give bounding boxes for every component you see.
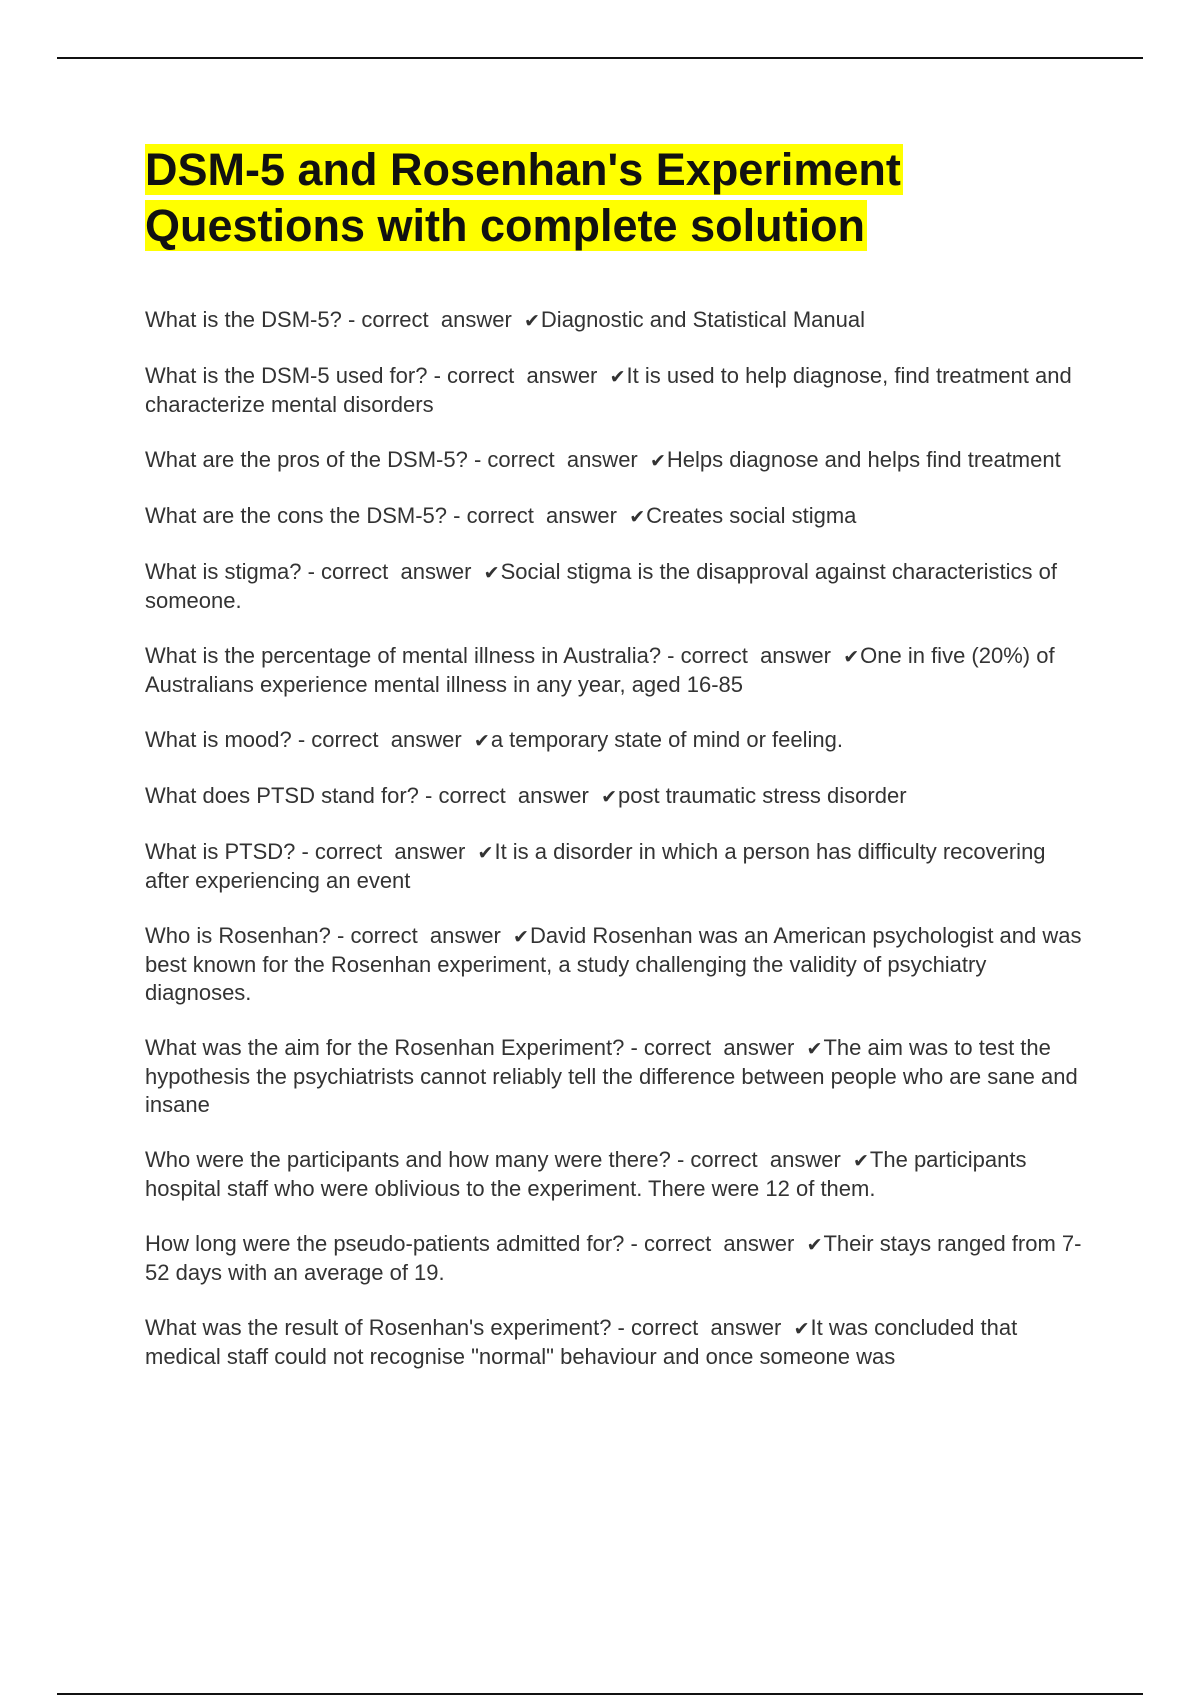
question-text: What are the pros of the DSM-5? <box>145 447 468 472</box>
check-mark-icon: ✔ <box>629 506 646 528</box>
document-body <box>145 142 1088 1398</box>
check-mark-icon: ✔ <box>601 786 617 808</box>
answer-text: The participants hospital staff who were oblivious to the experiment. There were 12 of them. <box>145 1147 1033 1201</box>
check-mark-icon: ✔ <box>524 310 540 332</box>
qa-item <box>145 642 1085 699</box>
answer-text: The aim was to test the hypothesis the psychiatrists cannot reliably tell the difference between people who are sane and insane <box>145 1035 1084 1117</box>
answer-text: Their stays ranged from 7-52 days with an average of 19. <box>145 1231 1082 1285</box>
answer-tag: - correct answer <box>611 1315 794 1340</box>
answer-text: David Rosenhan was an American psychologist and was best known for the Rosenhan experiment, a study challenging the validity of psychiatry diagnoses. <box>145 923 1088 1005</box>
answer-tag: - correct answer <box>291 727 474 752</box>
qa-item <box>145 362 1085 419</box>
qa-item <box>145 838 1085 895</box>
answer-text: It was concluded that medical staff could not recognise "normal" behaviour and once someone was <box>145 1315 1024 1369</box>
answer-tag: - correct answer <box>341 307 524 332</box>
question-text: What is the DSM-5 used for? <box>145 363 428 388</box>
answer-text: Diagnostic and Statistical Manual <box>540 307 865 332</box>
qa-item <box>145 726 1085 755</box>
answer-text: a temporary state of mind or feeling. <box>490 727 843 752</box>
qa-item <box>145 306 1085 335</box>
question-text: Who is Rosenhan? <box>145 923 331 948</box>
check-mark-icon: ✔ <box>806 1234 823 1256</box>
qa-item <box>145 558 1085 615</box>
check-mark-icon: ✔ <box>609 366 626 388</box>
check-mark-icon: ✔ <box>477 842 494 864</box>
bottom-rule <box>57 1693 1143 1695</box>
check-mark-icon: ✔ <box>843 646 860 668</box>
qa-item <box>145 1146 1085 1203</box>
question-text: What is stigma? <box>145 559 302 584</box>
question-text: What is mood? <box>145 727 292 752</box>
answer-tag: - correct answer <box>467 447 650 472</box>
answer-text: One in five (20%) of Australians experience mental illness in any year, aged 16-85 <box>145 643 1060 697</box>
check-mark-icon: ✔ <box>853 1150 869 1172</box>
answer-text: It is a disorder in which a person has difficulty recovering after experiencing an event <box>145 839 1052 893</box>
qa-list <box>145 306 1088 1371</box>
answer-tag: - correct answer <box>624 1231 807 1256</box>
answer-tag: - correct answer <box>295 839 478 864</box>
qa-item <box>145 922 1088 1007</box>
check-mark-icon: ✔ <box>513 926 529 948</box>
answer-text: post traumatic stress disorder <box>617 783 907 808</box>
answer-tag: - correct answer <box>330 923 514 948</box>
title-highlight <box>145 144 903 251</box>
question-text: What are the cons the DSM-5? <box>145 503 448 528</box>
check-mark-icon: ✔ <box>793 1318 810 1340</box>
check-mark-icon: ✔ <box>649 450 666 472</box>
qa-item <box>145 782 1085 811</box>
answer-text: It is used to help diagnose, find treatment and characterize mental disorders <box>145 363 1078 417</box>
question-text: What was the result of Rosenhan's experiment? <box>145 1315 612 1340</box>
answer-text: Creates social stigma <box>646 503 857 528</box>
answer-tag: - correct answer <box>427 363 610 388</box>
question-text: What was the aim for the Rosenhan Experiment? <box>145 1035 625 1060</box>
question-text: Who were the participants and how many were there? <box>145 1147 671 1172</box>
question-text: What does PTSD stand for? <box>145 783 419 808</box>
answer-tag: - correct answer <box>624 1035 807 1060</box>
document-title <box>145 142 1085 254</box>
answer-tag: - correct answer <box>418 783 602 808</box>
question-text: How long were the pseudo-patients admitted for? <box>145 1231 625 1256</box>
qa-item <box>145 502 1085 531</box>
answer-tag: - correct answer <box>670 1147 853 1172</box>
check-mark-icon: ✔ <box>473 730 490 752</box>
answer-text: Helps diagnose and helps find treatment <box>666 447 1061 472</box>
question-text: What is PTSD? <box>145 839 296 864</box>
top-rule <box>57 57 1143 59</box>
title-line-1: DSM-5 and Rosenhan's Experiment <box>145 144 901 195</box>
qa-item <box>145 1230 1085 1287</box>
answer-tag: - correct answer <box>301 559 484 584</box>
answer-text: Social stigma is the disapproval against characteristics of someone. <box>145 559 1064 613</box>
answer-tag: - correct answer <box>447 503 630 528</box>
check-mark-icon: ✔ <box>483 562 500 584</box>
qa-item <box>145 1034 1085 1119</box>
check-mark-icon: ✔ <box>806 1038 823 1060</box>
qa-item <box>145 446 1085 475</box>
question-text: What is the DSM-5? <box>145 307 342 332</box>
answer-tag: - correct answer <box>661 643 844 668</box>
qa-item <box>145 1314 1085 1371</box>
question-text: What is the percentage of mental illness in Australia? <box>145 643 662 668</box>
title-line-2: Questions with complete solution <box>145 200 866 251</box>
